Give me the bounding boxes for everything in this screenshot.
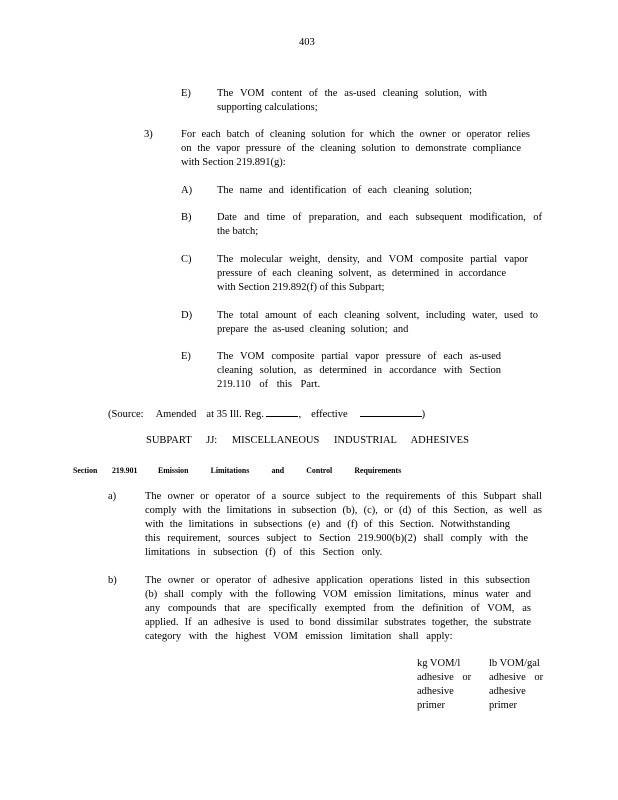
paragraph-line: this requirement, sources subject to Section 219.900(b)(2) shall comply with the (145, 533, 528, 544)
item-label: E) (181, 88, 191, 99)
item-label: D) (181, 310, 193, 321)
source-close: ) (421, 409, 426, 420)
table-header-metric: kg VOM/l (417, 658, 461, 669)
item-text-line: with Section 219.891(g): (181, 157, 286, 168)
table-header-english: lb VOM/gal (489, 658, 540, 669)
subpart-heading: SUBPART JJ: MISCELLANEOUS INDUSTRIAL ADHESIVES (146, 435, 469, 446)
section-title: Emission Limitations and Control Requirements (158, 465, 402, 475)
item-text-line: The molecular weight, density, and VOM composite partial vapor (217, 254, 528, 265)
source-register: at 35 Ill. Reg. (206, 409, 264, 420)
item-label: C) (181, 254, 192, 265)
table-header-english: primer (489, 700, 517, 711)
paragraph-line: comply with the limitations in subsection (b), (c), or (d) of this Section, as well as (145, 505, 542, 516)
item-label: A) (181, 185, 193, 196)
item-text-line: The name and identification of each cleaning solution; (217, 185, 472, 196)
source-prefix: (Source: (108, 409, 144, 420)
paragraph-line: any compounds that are specifically exempted from the definition of VOM, as (145, 603, 531, 614)
item-label: B) (181, 212, 192, 223)
item-text-line: The VOM composite partial vapor pressure of each as-used (217, 351, 501, 362)
table-header-metric: adhesive (417, 686, 454, 697)
table-header-english: adhesive (489, 686, 526, 697)
item-text-line: supporting calculations; (217, 102, 318, 113)
item-text-line: cleaning solution, as determined in accordance with Section (217, 365, 501, 376)
table-header-metric: adhesive or (417, 672, 472, 683)
page-number: 403 (299, 37, 315, 48)
section-label: Section (73, 465, 98, 475)
paragraph-line: limitations in subsection (f) of this Section only. (145, 547, 383, 558)
paragraph-label: a) (108, 491, 117, 502)
item-text-line: For each batch of cleaning solution for which the owner or operator relies (181, 129, 530, 140)
item-text-line: pressure of each cleaning solvent, as determined in accordance (217, 268, 506, 279)
table-header-metric: primer (417, 700, 445, 711)
item-text-line: Date and time of preparation, and each subsequent modification, of (217, 212, 542, 223)
source-effective: effective (311, 409, 348, 420)
item-label: E) (181, 351, 191, 362)
paragraph-line: applied. If an adhesive is used to bond dissimilar substrates together, the substrate (145, 617, 531, 628)
item-text-line: 219.110 of this Part. (217, 379, 321, 390)
item-label: 3) (144, 129, 153, 140)
source-note (108, 406, 425, 422)
item-text-line: prepare the as-used cleaning solution; and (217, 324, 409, 335)
effective-blank (360, 406, 422, 417)
paragraph-line: (b) shall comply with the following VOM emission limitations, minus water and (145, 589, 531, 600)
paragraph-line: category with the highest VOM emission limitation shall apply: (145, 631, 453, 642)
item-text-line: The total amount of each cleaning solvent, including water, used to (217, 310, 538, 321)
source-amended: Amended (155, 409, 197, 420)
source-comma: , (298, 409, 302, 420)
item-text-line: with Section 219.892(f) of this Subpart; (217, 282, 385, 293)
item-text-line: The VOM content of the as-used cleaning solution, with (217, 88, 487, 99)
item-text-line: the batch; (217, 226, 259, 237)
paragraph-line: with the limitations in subsections (e) and (f) of this Section. Notwithstanding (145, 519, 510, 530)
paragraph-line: The owner or operator of a source subject to the requirements of this Subpart shall (145, 491, 542, 502)
item-text-line: on the vapor pressure of the cleaning solution to demonstrate compliance (181, 143, 521, 154)
register-blank (266, 406, 298, 417)
section-number: 219.901 (112, 465, 138, 475)
paragraph-line: The owner or operator of adhesive application operations listed in this subsection (145, 575, 530, 586)
table-header-english: adhesive or (489, 672, 544, 683)
paragraph-label: b) (108, 575, 117, 586)
